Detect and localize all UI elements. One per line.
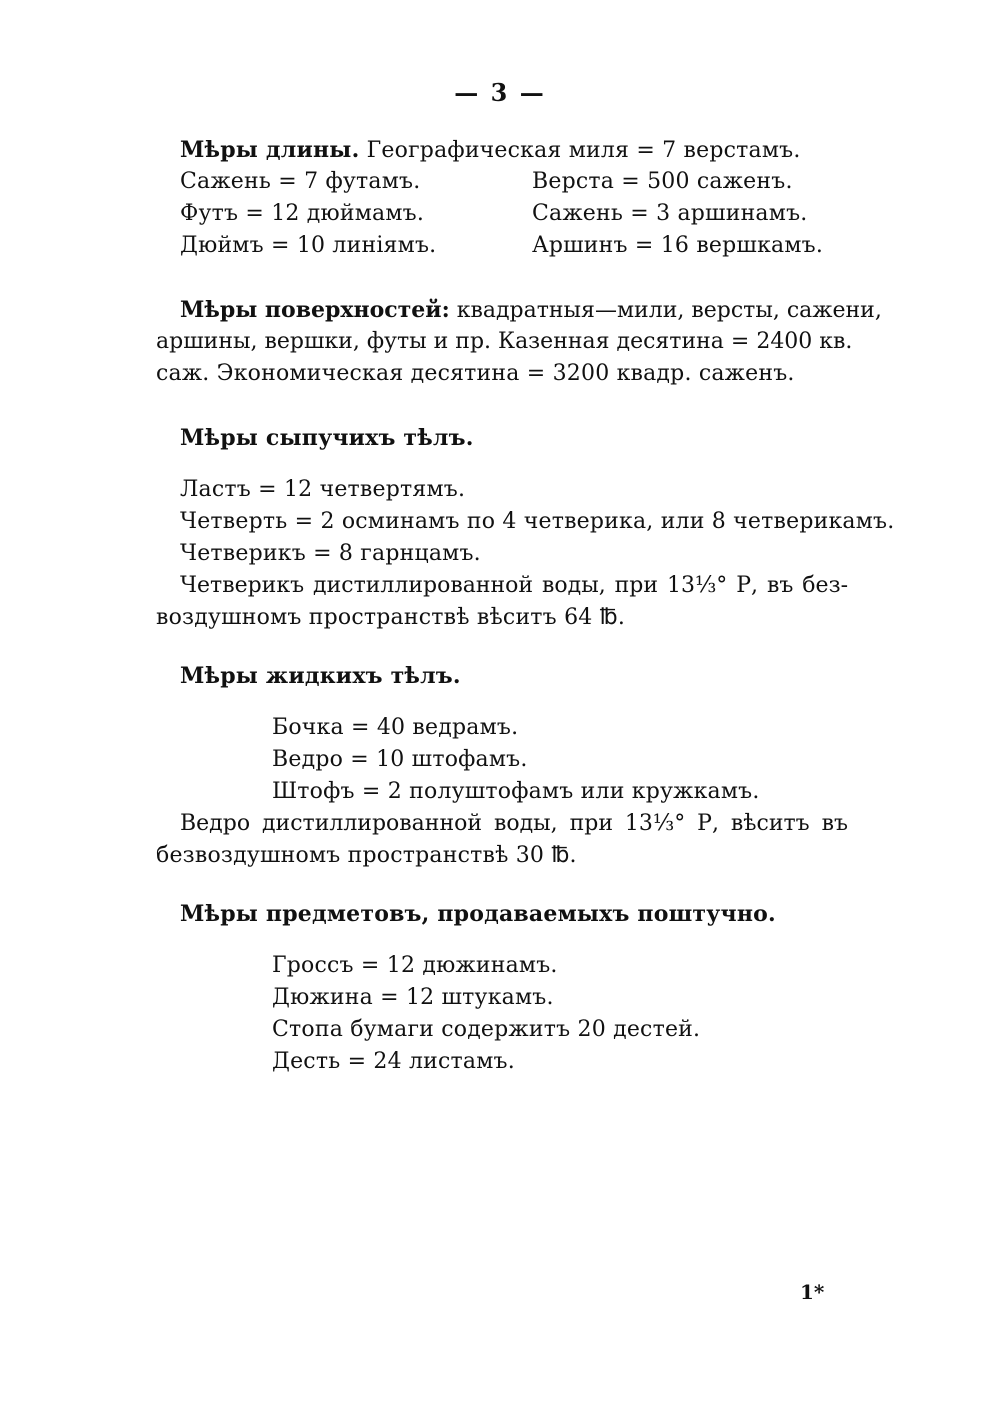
piece-line-1: Гроссъ = 12 дюжинамъ. <box>272 953 558 978</box>
dry-line-4: Четверикъ дистиллированной воды, при 13⅓° Р, въ без- <box>180 573 848 598</box>
piece-line-4: Десть = 24 листамъ. <box>272 1049 515 1074</box>
page-number: — 3 — <box>454 78 546 107</box>
liquid-line-2: Ведро = 10 штофамъ. <box>272 747 528 772</box>
surface-line-3: саж. Экономическая десятина = 3200 квадр. саженъ. <box>156 361 795 386</box>
length-row-3-right: Аршинъ = 16 вершкамъ. <box>532 233 824 258</box>
surface-line-2: аршины, вершки, футы и пр. Казенная десятина = 2400 кв. <box>156 329 853 354</box>
length-row-1-left: Сажень = 7 футамъ. <box>180 169 421 194</box>
dry-line-3: Четверикъ = 8 гарнцамъ. <box>180 541 481 566</box>
length-row-1-right: Верста = 500 саженъ. <box>532 169 793 194</box>
liquid-line-5: безвоздушномъ пространствѣ 30 ℔. <box>156 843 577 868</box>
liquid-heading: Мѣры жидкихъ тѣлъ. <box>180 663 461 689</box>
dry-line-1: Ластъ = 12 четвертямъ. <box>180 477 466 502</box>
liquid-line-4: Ведро дистиллированной воды, при 13⅓° Р, вѣситъ въ <box>180 811 848 836</box>
dry-line-5: воздушномъ пространствѣ вѣситъ 64 ℔. <box>156 605 626 630</box>
length-intro: Географическая миля = 7 верстамъ. <box>366 138 801 163</box>
length-row-2-right: Сажень = 3 аршинамъ. <box>532 201 808 226</box>
length-heading: Мѣры длины. <box>180 137 360 163</box>
piece-line-2: Дюжина = 12 штукамъ. <box>272 985 554 1010</box>
dry-heading: Мѣры сыпучихъ тѣлъ. <box>180 425 474 451</box>
length-row-3-left: Дюймъ = 10 линіямъ. <box>180 233 437 258</box>
piece-line-3: Стопа бумаги содержитъ 20 дестей. <box>272 1017 701 1042</box>
signature-mark: 1* <box>800 1280 825 1304</box>
surface-line-1 <box>156 296 882 325</box>
length-section-first-line <box>180 136 801 165</box>
piece-heading: Мѣры предметовъ, продаваемыхъ поштучно. <box>180 901 776 927</box>
liquid-line-3: Штофъ = 2 полуштофамъ или кружкамъ. <box>272 779 760 804</box>
surface-heading: Мѣры поверхностей: <box>180 297 450 323</box>
surface-line-1-rest: квадратныя—мили, версты, сажени, <box>456 298 882 323</box>
dry-line-2: Четверть = 2 осминамъ по 4 четверика, или 8 четверикамъ. <box>180 509 895 534</box>
length-row-2-left: Футъ = 12 дюймамъ. <box>180 201 425 226</box>
liquid-line-1: Бочка = 40 ведрамъ. <box>272 715 519 740</box>
